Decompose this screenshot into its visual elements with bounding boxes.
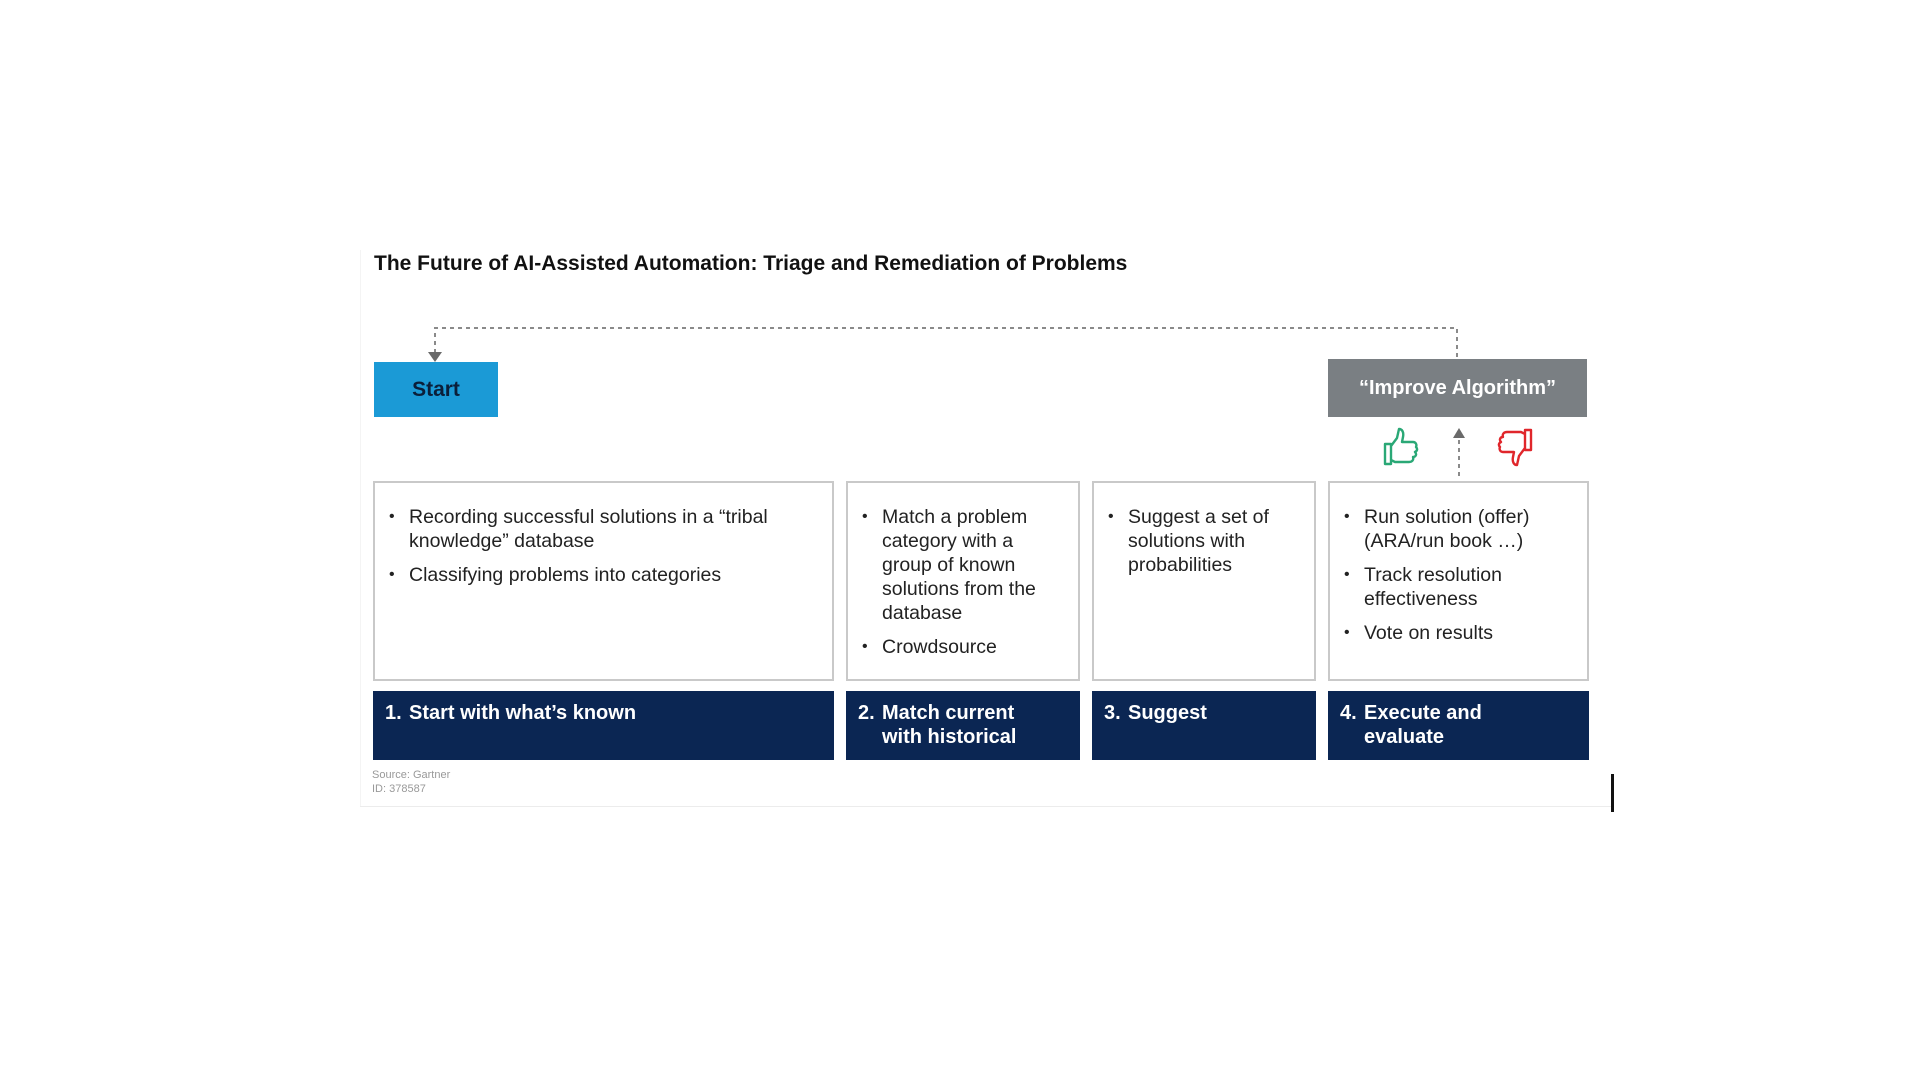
step-3-details [1092, 481, 1316, 681]
step-4-details [1328, 481, 1589, 681]
diagram-title: The Future of AI-Assisted Automation: Triage and Remediation of Problems [374, 252, 1128, 275]
improve-algorithm-box: “Improve Algorithm” [1328, 359, 1587, 417]
step-1-label [373, 691, 834, 760]
bullet-item: • Vote on results [1344, 621, 1575, 645]
source-line: Source: Gartner [372, 769, 451, 781]
step-title: Suggest [1128, 702, 1207, 724]
step-title: Start with what’s known [409, 702, 637, 724]
step-number: 4. [1340, 702, 1357, 724]
frame-bottom-edge [360, 806, 1614, 807]
step-title: Match current with historical [882, 702, 1017, 748]
step-4-label [1328, 691, 1589, 760]
source-id: ID: 378587 [372, 783, 426, 795]
step-title: Execute and evaluate [1364, 702, 1482, 748]
step-1-details [373, 481, 834, 681]
bullet-item: • Run solution (offer) (ARA/run book …) [1344, 505, 1575, 553]
bullet-item: • Classifying problems into categories [389, 563, 820, 587]
step-number: 3. [1104, 702, 1121, 724]
frame-left-edge [360, 250, 361, 807]
step-number: 1. [385, 702, 402, 724]
step-2-details [846, 481, 1080, 681]
thumbs-up-icon [1377, 424, 1423, 470]
thumbs-down-icon [1493, 424, 1539, 470]
step-3-label [1092, 691, 1316, 760]
bullet-item: • Recording successful solutions in a “tribal knowledge” database [389, 505, 820, 553]
step-2-label [846, 691, 1080, 760]
start-box: Start [374, 362, 498, 417]
bullet-item: • Suggest a set of solutions with probabilities [1108, 505, 1302, 577]
bullet-item: • Crowdsource [862, 635, 1066, 659]
bullet-item: • Track resolution effectiveness [1344, 563, 1575, 611]
bullet-item: • Match a problem category with a group of known solutions from the database [862, 505, 1066, 625]
text-cursor [1611, 774, 1614, 812]
source-note [372, 768, 450, 796]
step-number: 2. [858, 702, 875, 724]
